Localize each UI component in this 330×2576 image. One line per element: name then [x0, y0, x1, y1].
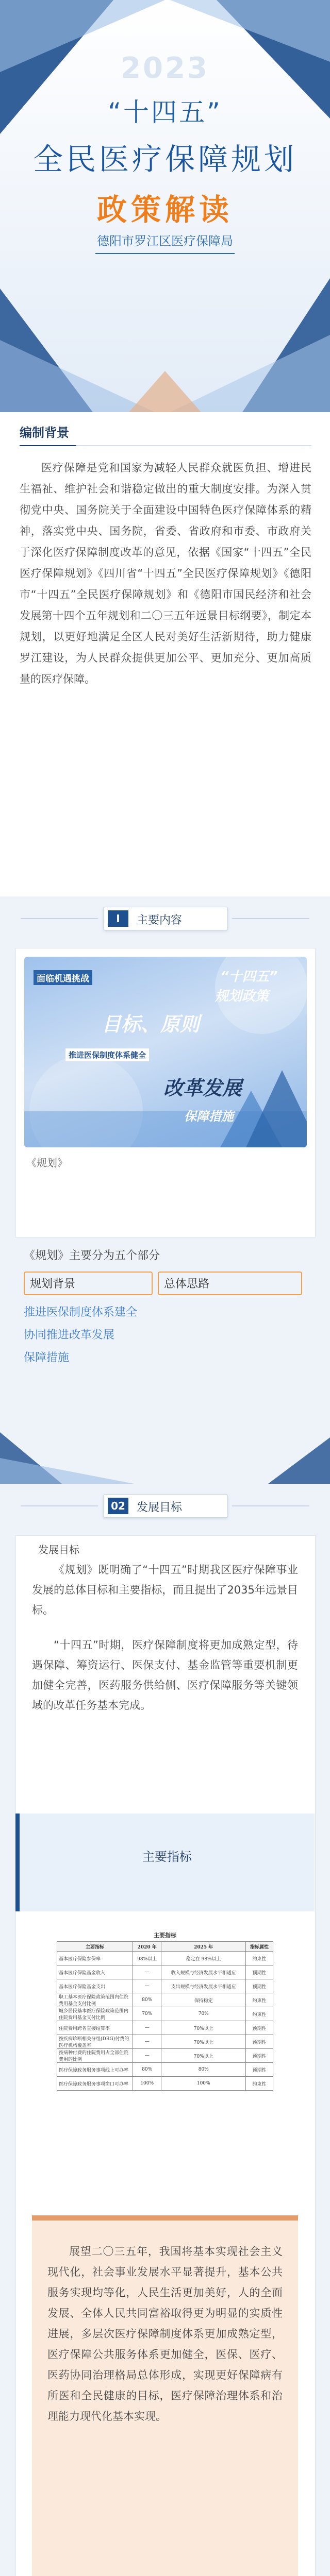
table-cell: 保持稳定 [161, 1993, 246, 2007]
table-cell: — [133, 2049, 161, 2063]
illus-text-goals: 目标、原则 [102, 1013, 200, 1036]
table-cell: 100% [161, 2077, 246, 2091]
table-cell: 80% [161, 2063, 246, 2077]
table-cell: 70% [161, 2007, 246, 2021]
table-row [57, 2035, 273, 2049]
table-row [57, 2021, 273, 2035]
table-cell: — [133, 1965, 161, 1979]
hero-year: 2023 [121, 52, 209, 85]
table-row [57, 1965, 273, 1979]
badge-line-left-2 [21, 1505, 98, 1506]
table-cell: — [133, 2035, 161, 2049]
table-row [57, 1979, 273, 1993]
table-row [57, 2077, 273, 2091]
background-section [0, 412, 330, 896]
table-cell: 城乡居民基本医疗保险政策范围内住院费用基金支付比例 [57, 2007, 133, 2021]
badge-line-left [21, 918, 98, 919]
plan-link-system[interactable]: 推进医保制度体系建全 [24, 1306, 138, 1319]
badge-line-right-2 [232, 1505, 309, 1506]
background-heading: 编制背景 [20, 426, 69, 440]
table-cell: — [133, 1979, 161, 1993]
plan-illustration [24, 957, 307, 1147]
indicators-title: 主要指标 [142, 1850, 192, 1864]
background-paragraph: 医疗保障是党和国家为减轻人民群众就医负担、增进民生福祉、维护社会和谐稳定做出的重大制度安排。为深入贯彻党中央、国务院关于全面建设中国特色医疗保障体系的精神，落实党中央、国务院，省委、省政府和市委、市政府关于深化医疗保障制度改革的意见，依据《国家“十四五”全民医疗保障规划》《四川省“十四五”全民医疗保障规划》《德阳市“十四五”全民医疗保障规划》和《德阳市国民经济和社会发展第十四个五年规划和二〇三五年远景目标纲要》，制定本规划，以更好地满足全区人民对美好生活新期待，助力健康罗江建设，为人民群众提供更加公平、更加充分、更加高质量的医疗保障。 [20, 462, 311, 685]
hero-organization: 德阳市罗江区医疗保障局 [95, 231, 235, 254]
table-row [57, 2063, 273, 2077]
plan-part-background: 规划背景 [24, 1272, 153, 1295]
table-cell: 约束性 [246, 2077, 273, 2091]
illus-text-policy: 规划政策 [215, 989, 269, 1004]
table-header: 指标属性 [246, 1942, 273, 1952]
table-cell: 70% [133, 2007, 161, 2021]
main-content-section [0, 896, 330, 1484]
table-cell: 按病种付费的住院费用占全部住院费用的比例 [57, 2049, 133, 2063]
goals-paragraph-2: “十四五”时期，医疗保障制度将更加成熟定型，待遇保障、筹资运行、医保支付、基金监管等重要机制更加健全完善，医药服务供给侧、医疗保障服务等关键领域的改革任务基本完成。 [32, 1639, 298, 1711]
plan-illustration-card [15, 948, 316, 1238]
table-row [57, 1993, 273, 2007]
hero-banner [0, 0, 330, 412]
hero-title-line1: “十四五” [108, 97, 222, 127]
table-header-row [57, 1942, 273, 1952]
illus-text-reform: 改革发展 [163, 1077, 242, 1099]
plan-part-approach: 总体思路 [158, 1272, 302, 1295]
background-divider [20, 445, 311, 446]
goals-subheading: 发展目标 [38, 1544, 79, 1556]
table-cell: 基本医疗保险基金收入 [57, 1965, 133, 1979]
table-cell: 住院费用跨省直接结算率 [57, 2021, 133, 2035]
table-cell: 基本医疗保险基金支出 [57, 1979, 133, 1993]
indicators-band [15, 1814, 315, 1911]
section-badge-goals [103, 1494, 228, 1518]
table-cell: 基本医疗保险参保率 [57, 1952, 133, 1965]
table-row [57, 2049, 273, 2063]
table-cell: 按疾病诊断相关分组(DRG)付费的医疗机构覆盖率 [57, 2035, 133, 2049]
table-body [57, 1952, 273, 2091]
badge-number: Ⅰ [108, 910, 128, 927]
indicators-table [57, 1931, 273, 2091]
table-cell: 70%以上 [161, 2021, 246, 2035]
section-badge-main-content [103, 907, 228, 930]
table-cell: 80% [133, 1993, 161, 2007]
table-cell: 预期性 [246, 1965, 273, 1979]
table-row [57, 2007, 273, 2021]
plan-link-reform[interactable]: 协同推进改革发展 [24, 1329, 115, 1342]
table-cell: — [133, 2021, 161, 2035]
illustration-caption: 《规划》 [26, 1157, 68, 1169]
table-cell: 预期性 [246, 2035, 273, 2049]
table-cell: 100% [133, 2077, 161, 2091]
section-decoration [0, 1422, 330, 1484]
table-cell: 收入规模与经济发展水平相适应 [161, 1965, 246, 1979]
table-cell: 约束性 [246, 1952, 273, 1965]
table-cell: 稳定在 98%以上 [161, 1952, 246, 1965]
table-cell: 医疗保障政务服务事项窗口可办率 [57, 2077, 133, 2091]
vision-2035-paragraph: 展望二〇三五年，我国将基本实现社会主义现代化，社会事业发展水平显著提升，基本公共服务实现均等化，人民生活更加美好，人的全面发展、全体人民共同富裕取得更为明显的实质性进展，多层次医疗保障制度体系更加成熟定型，医疗保障公共服务体系更加健全，医保、医疗、医药协同治理格局总体形成，实现更好保障病有所医和全民健康的目标，医疗保障治理体系和治理能力现代化基本实现。 [47, 2245, 283, 2422]
hero-title-line2: 全民医疗保障规划 [32, 142, 297, 177]
table-cell: 70%以上 [161, 2035, 246, 2049]
table-cell: 约束性 [246, 1993, 273, 2007]
illus-text-fourteenth: “十四五” [220, 969, 278, 985]
table-cell: 预期性 [246, 2021, 273, 2035]
table-cell: 70%以上 [161, 2049, 246, 2063]
table-row [57, 1952, 273, 1965]
badge-label: 发展目标 [137, 1501, 183, 1514]
table-cell: 98%以上 [133, 1952, 161, 1965]
illus-text-challenges: 面临机遇挑战 [34, 970, 92, 985]
table-cell: 职工基本医疗保险政策范围内住院费用基金支付比例 [57, 1993, 133, 2007]
badge-line-right [232, 918, 309, 919]
table-cell: 预期性 [246, 1979, 273, 1993]
goals-paragraph-1: 《规划》既明确了“十四五”时期我区医疗保障事业发展的总体目标和主要指标，而且提出了2035年远景目标。 [32, 1564, 298, 1616]
illus-text-measures: 保障措施 [184, 1109, 234, 1124]
plan-link-measures[interactable]: 保障措施 [24, 1351, 70, 1364]
illus-text-system: 推进医保制度体系健全 [65, 1048, 149, 1061]
vision-2035-box [32, 2215, 298, 2576]
badge-label: 主要内容 [137, 914, 183, 927]
plan-intro: 《规划》主要分为五个部分 [24, 1249, 160, 1262]
table-header: 主要指标 [57, 1942, 133, 1952]
badge-number: 02 [108, 1498, 128, 1514]
table-cell: 医疗保障政务服务事项线上可办率 [57, 2063, 133, 2077]
development-goals-section [0, 1484, 330, 2576]
table-header: 2020 年 [133, 1942, 161, 1952]
hero-title-line3: 政策解读 [96, 192, 233, 227]
table-cell: 约束性 [246, 2007, 273, 2021]
table-cell: 预期性 [246, 2049, 273, 2063]
table-caption: 主要指标 [154, 1932, 176, 1939]
table-cell: 支出规模与经济发展水平相适应 [161, 1979, 246, 1993]
table-header: 2025 年 [161, 1942, 246, 1952]
table-cell: 预期性 [246, 2063, 273, 2077]
table-cell: 80% [133, 2063, 161, 2077]
